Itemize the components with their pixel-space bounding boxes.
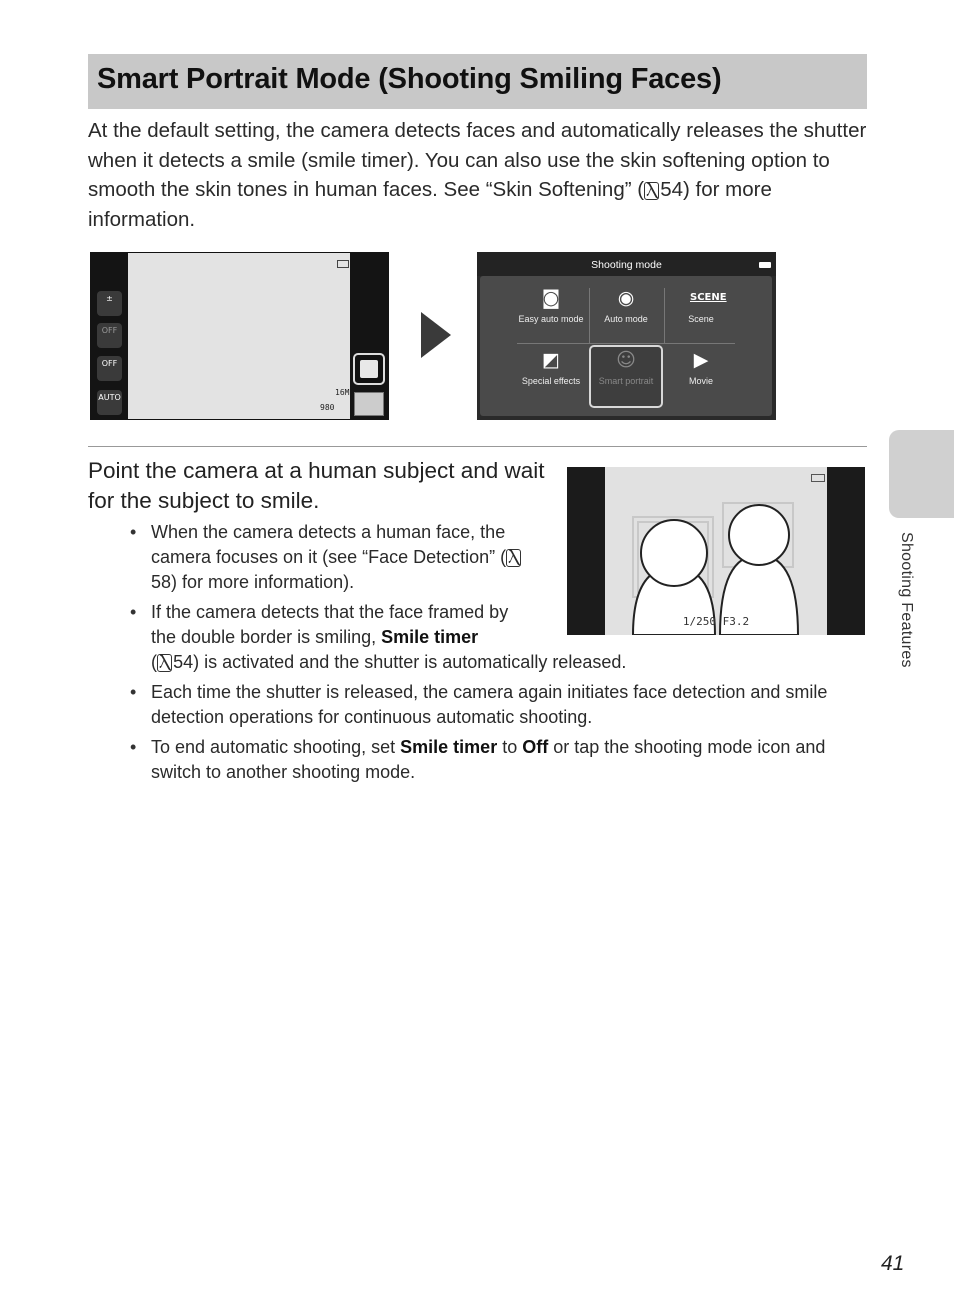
chapter-label: Shooting Features (898, 532, 915, 668)
exposure-readout: 1/250 F3.2 (682, 615, 750, 628)
flash-icon[interactable]: AUTO (97, 390, 122, 415)
mode-label: Movie (688, 376, 713, 386)
shots-remaining: 980 (320, 403, 335, 412)
page-ref: 54 (173, 652, 194, 672)
mode-smart-portrait[interactable] (589, 350, 663, 386)
chapter-tab (889, 430, 954, 518)
camera-screen-shooting (90, 252, 389, 420)
page-title: Smart Portrait Mode (Shooting Smiling Faces) (97, 63, 722, 95)
easy-auto-icon: ◙ (541, 287, 561, 309)
list-item (130, 735, 870, 785)
bullet-text: Each time the shutter is released, the camera again initiates face detection and smile detection operations for continuous automatic shooting. (151, 682, 828, 727)
mode-auto[interactable] (589, 288, 663, 324)
intro-page-ref: 54 (660, 178, 683, 201)
bullet-text: If the camera detects that the face framed by the double border is smiling, (151, 602, 509, 647)
playback-thumbnail[interactable] (354, 392, 384, 416)
bullet-text: to (497, 737, 523, 757)
self-timer-icon[interactable]: OFF (97, 356, 122, 381)
book-ref-icon: Ⲗ (646, 181, 658, 201)
scene-icon: SCENE (690, 292, 727, 303)
bullet-text: or tap the shooting mode icon and switch to another shooting mode. (151, 737, 826, 782)
setting-name: Smile timer (381, 627, 479, 647)
smile-off-icon[interactable]: OFF (97, 323, 122, 348)
viewfinder (128, 253, 350, 419)
camera-icon: ◉ (617, 287, 635, 309)
mode-scene[interactable] (664, 288, 738, 324)
mode-special-effects[interactable] (514, 350, 588, 386)
intro-paragraph (88, 116, 878, 234)
mode-label: Easy auto mode (518, 314, 584, 324)
step-heading: Point the camera at a human subject and wait for the subject to smile. (88, 458, 545, 513)
book-ref-icon: Ⲗ (508, 548, 520, 568)
movie-icon: ▶ (693, 349, 709, 371)
battery-icon (759, 262, 771, 268)
page-ref: 58 (151, 572, 172, 592)
next-arrow-icon (421, 312, 451, 358)
list-item (130, 600, 870, 675)
bullet-text: ) is activated and the shutter is automatically released. (193, 652, 627, 672)
bullet-text: To end automatic shooting, set (151, 737, 401, 757)
section-divider (88, 446, 867, 447)
battery-icon (337, 260, 349, 268)
image-size-badge: 16M (335, 388, 350, 397)
mode-label: Scene (688, 314, 714, 324)
list-item (130, 520, 531, 595)
menu-header: Shooting mode (477, 252, 776, 276)
shooting-mode-button[interactable] (353, 353, 385, 385)
page-number: 41 (881, 1252, 905, 1275)
divider (517, 343, 735, 344)
bullet-text: When the camera detects a human face, the camera focuses on it (see “Face Detection” ( (151, 522, 507, 567)
bullet-text: ( (151, 652, 157, 672)
intro-text-a: At the default setting, the camera detects faces and automatically releases the shutter when it detects a smile (smile timer). You can also use the skin softening option to smooth the skin tones in human faces. See “Skin Softening” ( (88, 119, 867, 201)
setting-value: Off (522, 737, 549, 757)
exposure-comp-icon[interactable]: ± (97, 291, 122, 316)
mode-label: Auto mode (604, 314, 648, 324)
book-ref-icon: Ⲗ (159, 653, 171, 673)
title-bar (88, 54, 867, 109)
mode-label: Special effects (521, 376, 581, 386)
battery-icon (811, 474, 825, 482)
bullet-text: ) for more information). (171, 572, 355, 592)
smart-portrait-icon: ☺ (616, 349, 636, 371)
mode-label: Smart portrait (598, 376, 654, 386)
special-effects-icon: ◩ (542, 349, 560, 371)
mode-easy-auto[interactable] (514, 288, 588, 324)
camera-screen-mode-menu (477, 252, 776, 420)
mode-movie[interactable] (664, 350, 738, 386)
easy-auto-icon (360, 360, 378, 378)
intro-text-b: ) for more information. (88, 178, 772, 231)
list-item (130, 680, 870, 730)
setting-name: Smile timer (400, 737, 498, 757)
bullet-list (130, 520, 870, 790)
